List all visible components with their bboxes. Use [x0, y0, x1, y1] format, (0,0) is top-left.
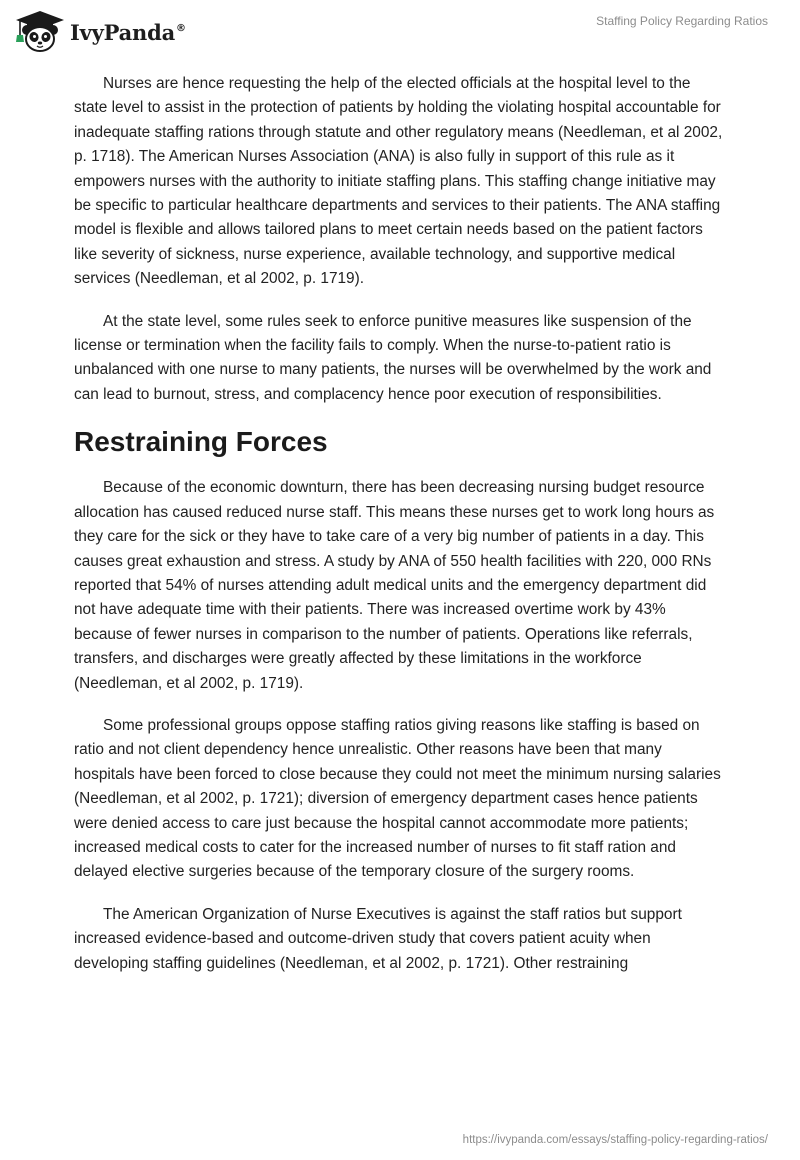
page-header [0, 0, 800, 62]
panda-graduate-icon [14, 9, 66, 53]
paragraph: At the state level, some rules seek to enforce punitive measures like suspension of the license or termination when the facility fails to comply. When the nurse-to-patient ratio is unbalanced with one nurse to many patients, the nurses will be overwhelmed by the work and can lead to burnout, stress, and complacency hence poor execution of responsibilities. [74, 312, 712, 403]
source-url-link[interactable]: https://ivypanda.com/essays/staffing-policy-regarding-ratios/ [462, 1134, 768, 1146]
essay-body [74, 72, 724, 994]
paragraph: Because of the economic downturn, there has been decreasing nursing budget resource allocation has caused reduced nurse staff. This means these nurses get to work long hours as they care for the sick or they have to take care of a very big number of patients in a day. This causes great exhaustion and stress. A study by ANA of 550 health facilities with 220, 000 RNs reported that 54% of nurses attending adult medical units and the emergency department did not have adequate time with their patients. There was increased overtime work by 43% because of fewer nurses in comparison to the number of patients. Operations like referrals, transfers, and discharges were greatly affected by these limitations in the workforce (Needleman, et al 2002, p. 1719). [74, 479, 715, 692]
brand-logo[interactable] [14, 8, 186, 54]
document-title: Staffing Policy Regarding Ratios [596, 14, 768, 28]
brand-name: IvyPanda® [70, 19, 186, 45]
section-heading: Restraining Forces [74, 426, 328, 458]
paragraph: The American Organization of Nurse Executives is against the staff ratios but support increased evidence-based and outcome-driven study that covers patient acuity when developing staffing guidelines (Needleman, et al 2002, p. 1721). Other restraining [74, 905, 682, 972]
registered-mark: ® [176, 22, 186, 34]
paragraph: Nurses are hence requesting the help of the elected officials at the hospital level to the state level to assist in the protection of patients by holding the violating hospital accountable for inadequate staffing rations through statute and other regulatory means (Needleman, et al 2002, p. 1718). The American Nurses Association (ANA) is also fully in support of this rule as it empowers nurses with the authority to initiate staffing plans. This staffing change initiative may be specific to particular healthcare departments and services to their patients. The ANA staffing model is flexible and allows tailored plans to meet certain needs based on the patient factors like severity of sickness, nurse experience, available technology, and supportive medical services (Needleman, et al 2002, p. 1719). [74, 75, 723, 288]
paragraph: Some professional groups oppose staffing ratios giving reasons like staffing is based on ratio and not client dependency hence unrealistic. Other reasons have been that many hospitals have been forced to close because they could not meet the minimum nursing salaries (Needleman, et al 2002, p. 1721); diversion of emergency department cases hence patients were denied access to care just because the hospital cannot accommodate more patients; increased medical costs to cater for the increased number of nurses to fit staff ration and delayed elective surgeries because of the temporary closure of the surgery rooms. [74, 716, 721, 881]
